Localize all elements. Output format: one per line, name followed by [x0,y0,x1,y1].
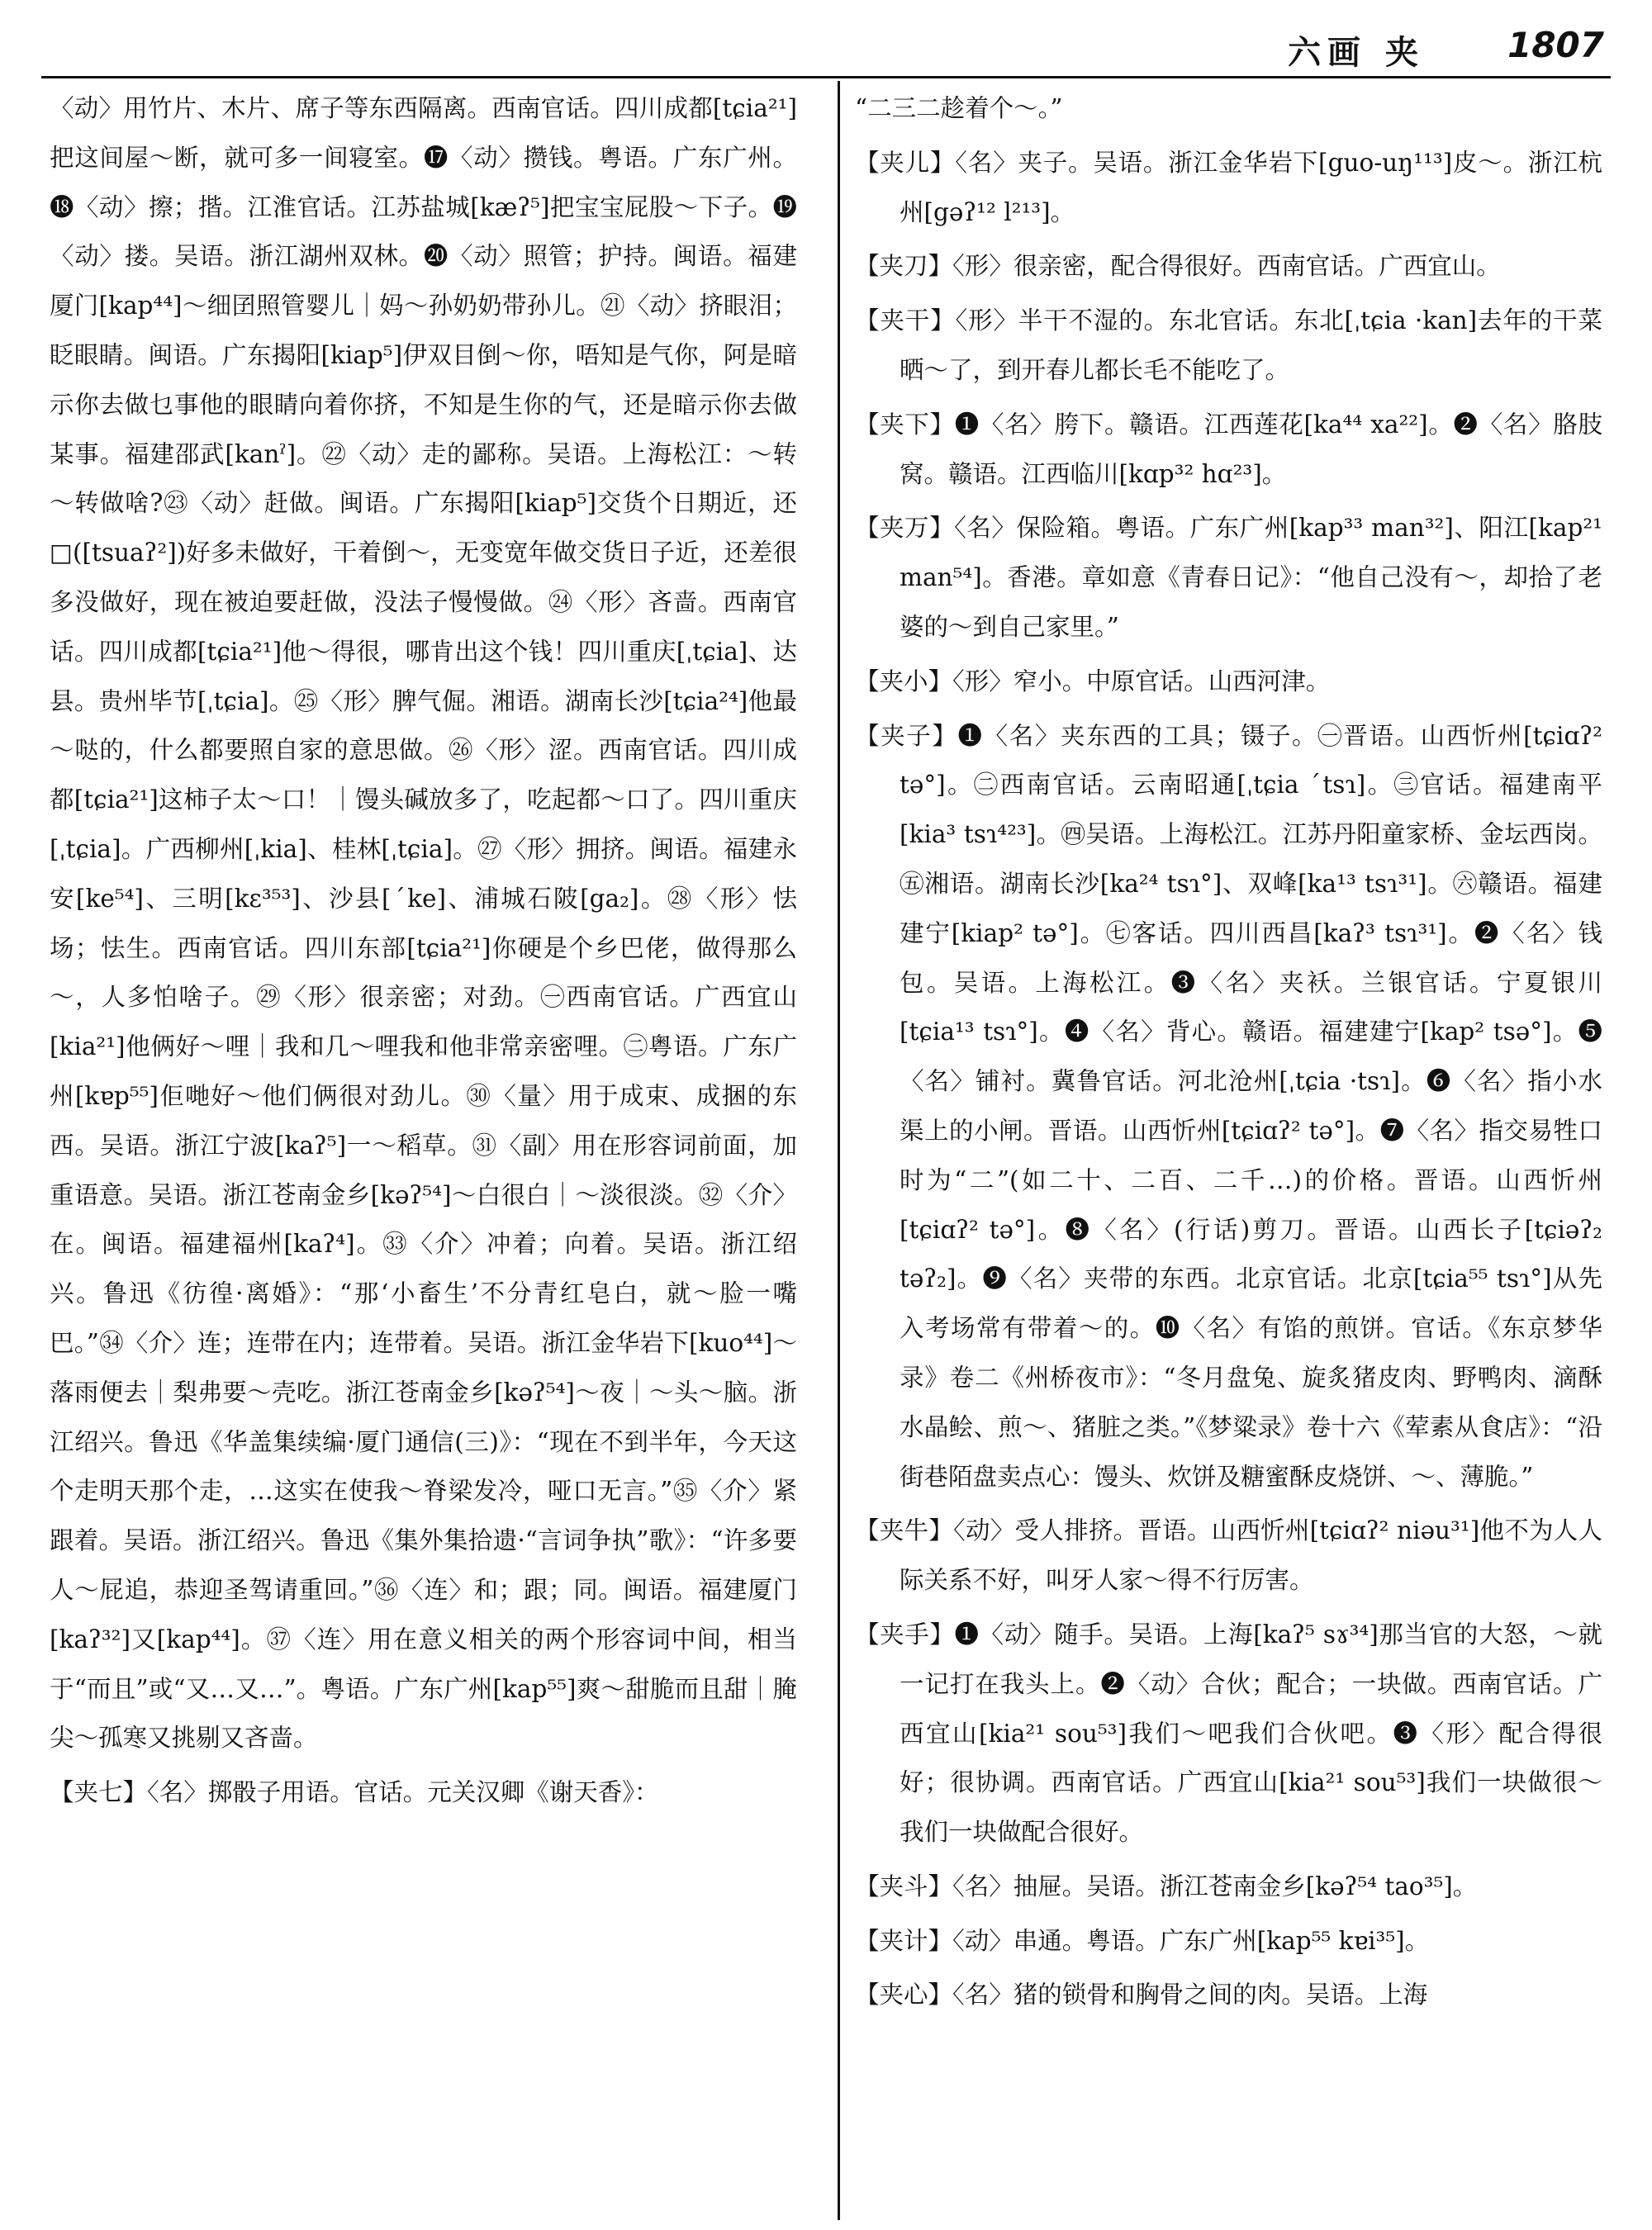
entry-jia-niu: 【夹牛】〈动〉受人排挤。晋语。山西忻州[tɕiɑʔ² niəu³¹]他不为人人际关系不好，叫牙人家～得不行厉害。 [855,1516,1602,1595]
entry-jia-qi: 【夹七】〈名〉掷骰子用语。官话。元关汉卿《谢天香》： [50,1778,659,1807]
entry-jia-qi-continuation: “二三二趁着个～。” [855,94,1063,122]
running-head-title: 六画 夹 [1288,34,1425,72]
left-column [50,84,797,1818]
entry-jia-dou: 【夹斗】〈名〉抽屉。吴语。浙江苍南金乡[kəʔ⁵⁴ tao³⁵]。 [855,1872,1478,1900]
entry-jia-ji: 【夹计】〈动〉串通。粤语。广东广州[kap⁵⁵ kɐi³⁵]。 [855,1926,1430,1955]
entry-jia-shou: 【夹手】❶〈动〉随手。吴语。上海[kaʔ⁵ sɤ³⁴]那当官的大怒，～就一记打在我头上。❷〈动〉合伙；配合；一块做。西南官话。广西宜山[kia²¹ sou⁵³]我们～吧我们合伙吧。❸〈形〉配合得很好；很协调。西南官话。广西宜山[kia²¹ sou⁵³]我们一块做很～我们一块做配合很好。 [855,1620,1602,1847]
entry-jia-er: 【夹儿】〈名〉夹子。吴语。浙江金华岩下[guo-uŋ¹¹³]皮～。浙江杭州[gəʔ¹² l²¹³]。 [855,148,1602,226]
entry-jia-xiao: 【夹小】〈形〉窄小。中原官话。山西河津。 [855,667,1331,695]
entry-jia-dao: 【夹刀】〈形〉很亲密，配合得很好。西南官话。广西宜山。 [855,252,1501,281]
entry-jia-wan: 【夹万】〈名〉保险箱。粤语。广东广州[kap³³ man³²]、阳江[kap²¹ man⁵⁴]。香港。章如意《青春日记》：“他自己没有～，却拾了老婆的～到自己家里。” [855,514,1602,641]
entry-continuation-jia: 〈动〉用竹片、木片、席子等东西隔离。西南官话。四川成都[tɕia²¹]把这间屋～断，就可多一间寝室。⓱〈动〉攒钱。粤语。广东广州。⓲〈动〉擦；揩。江淮官话。江苏盐城[kæʔ⁵]把宝宝屁股～下子。⓳〈动〉搂。吴语。浙江湖州双林。⓴〈动〉照管；护持。闽语。福建厦门[kap⁴⁴]～细囝照管婴儿｜妈～孙奶奶带孙儿。㉑〈动〉挤眼泪；眨眼睛。闽语。广东揭阳[kiap⁵]伊双目倒～你，唔知是气你，阿是暗示你去做乜事他的眼睛向着你挤，不知是生你的气，还是暗示你去做某事。福建邵武[kanˀ]。㉒〈动〉走的鄙称。吴语。上海松江：～转～转做啥?㉓〈动〉赶做。闽语。广东揭阳[kiap⁵]交货个日期近，还□([tsuaʔ²])好多未做好，干着倒～，无变宽年做交货日子近，还差很多没做好，现在被迫要赶做，没法子慢慢做。㉔〈形〉吝啬。西南官话。四川成都[tɕia²¹]他～得很，哪肯出这个钱！四川重庆[ˌtɕia]、达县。贵州毕节[ˌtɕia]。㉕〈形〉脾气倔。湘语。湖南长沙[tɕia²⁴]他最～哒的，什么都要照自家的意思做。㉖〈形〉涩。西南官话。四川成都[tɕia²¹]这柿子太～口！｜馒头碱放多了，吃起都～口了。四川重庆[ˌtɕia]。广西柳州[ˌkia]、桂林[ˌtɕia]。㉗〈形〉拥挤。闽语。福建永安[ke⁵⁴]、三明[kɛ³⁵³]、沙县[ˊke]、浦城石陂[ga₂]。㉘〈形〉怯场；怯生。西南官话。四川东部[tɕia²¹]你硬是个乡巴佬，做得那么～，人多怕啥子。㉙〈形〉很亲密；对劲。㊀西南官话。广西宜山[kia²¹]他俩好～哩｜我和几～哩我和他非常亲密哩。㊁粤语。广东广州[kɐp⁵⁵]佢哋好～他们俩很对劲儿。㉚〈量〉用于成束、成捆的东西。吴语。浙江宁波[kaʔ⁵]一～稻草。㉛〈副〉用在形容词前面，加重语意。吴语。浙江苍南金乡[kəʔ⁵⁴]～白很白｜～淡很淡。㉜〈介〉在。闽语。福建福州[kaʔ⁴]。㉝〈介〉冲着；向着。吴语。浙江绍兴。鲁迅《彷徨·离婚》：“那‘小畜生’不分青红皂白，就～脸一嘴巴。”㉞〈介〉连；连带在内；连带着。吴语。浙江金华岩下[kuo⁴⁴]～落雨便去｜梨弗要～壳吃。浙江苍南金乡[kəʔ⁵⁴]～夜｜～头～脑。浙江绍兴。鲁迅《华盖集续编·厦门通信(三)》：“现在不到半年，今天这个走明天那个走，…这实在使我～脊梁发冷，哑口无言。”㉟〈介〉紧跟着。吴语。浙江绍兴。鲁迅《集外集拾遗·“言词争执”歌》：“许多要人～屁追，恭迎圣驾请重回。”㊱〈连〉和；跟；同。闽语。福建厦门[kaʔ³²]又[kap⁴⁴]。㊲〈连〉用在意义相关的两个形容词中间，相当于“而且”或“又…又…”。粤语。广东广州[kap⁵⁵]爽～甜脆而且甜｜腌尖～孤寒又挑剔又吝啬。 [50,94,797,1753]
column-divider [838,81,840,2220]
entry-jia-zi: 【夹子】❶〈名〉夹东西的工具；镊子。㊀晋语。山西忻州[tɕiɑʔ² tə°]。㊁西南官话。云南昭通[ˌtɕia ˊtsɿ]。㊂官话。福建南平[kia³ tsɿ⁴²³]。㊃吴语。上海松江。江苏丹阳童家桥、金坛西岗。㊄湘语。湖南长沙[ka²⁴ tsɿ°]、双峰[ka¹³ tsɿ³¹]。㊅赣语。福建建宁[kiap² tə°]。㊆客话。四川西昌[kaʔ³ tsɿ³¹]。❷〈名〉钱包。吴语。上海松江。❸〈名〉夹袄。兰银官话。宁夏银川[tɕia¹³ tsɿ°]。❹〈名〉背心。赣语。福建建宁[kap² tsə°]。❺〈名〉铺衬。冀鲁官话。河北沧州[ˌtɕia ·tsɿ]。❻〈名〉指小水渠上的小闸。晋语。山西忻州[tɕiɑʔ² tə°]。❼〈名〉指交易牲口时为“二”(如二十、二百、二千…)的价格。晋语。山西忻州[tɕiɑʔ² tə°]。❽〈名〉(行话)剪刀。晋语。山西长子[tɕiəʔ₂ təʔ₂]。❾〈名〉夹带的东西。北京官话。北京[tɕia⁵⁵ tsɿ°]从先入考场常有带着～的。❿〈名〉有馅的煎饼。官话。《东京梦华录》卷二《州桥夜市》：“冬月盘兔、旋炙猪皮肉、野鸭肉、滴酥水晶鲙、煎～、猪脏之类。”《梦粱录》卷十六《荤素从食店》：“沿街巷陌盘卖点心：馒头、炊饼及糖蜜酥皮烧饼、～、薄脆。” [855,721,1602,1491]
page-number: 1807 [1507,25,1604,65]
right-column [855,84,1602,2020]
entry-jia-xia: 【夹下】❶〈名〉胯下。赣语。江西莲花[ka⁴⁴ xa²²]。❷〈名〉胳肢窝。赣语。江西临川[kɑp³² hɑ²³]。 [855,410,1602,488]
entry-jia-gan: 【夹干】〈形〉半干不湿的。东北官话。东北[ˌtɕia ·kan]去年的干菜晒～了，到开春儿都长毛不能吃了。 [855,306,1602,384]
page-header [41,18,1611,78]
entry-jia-xin: 【夹心】〈名〉猪的锁骨和胸骨之间的肉。吴语。上海 [855,1981,1428,2009]
